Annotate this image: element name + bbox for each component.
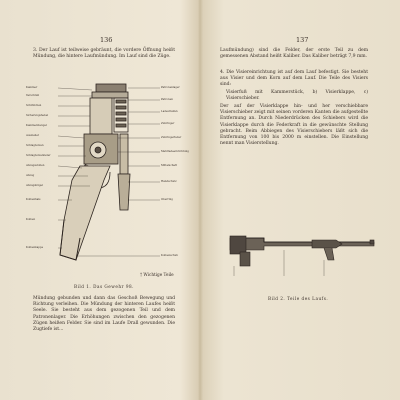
label-mehrladeeinrichtung: Mehrladeeinrichtung — [161, 150, 189, 153]
label-schlagbolzenfeder: Schlagbolzenfeder — [26, 154, 51, 157]
right-page — [200, 0, 400, 400]
label-patronenlager: Patronenlager — [161, 86, 180, 89]
right-body-text: Der auf der Visierklappe hin- und her verschiebbare Visierschieber zeigt mit seinen vorderen Kanten die aufgestellte Entfernung an. Durch Niederdrücken des Schiebers wird die Visierklappe durch die Federkraft in die gewünschte Stellung gebracht. Beim Abbiegen des Visierschiebers läßt sich die Entfernung von 100 bis 2000 m einstellen. Die Einstellung nennt man Visierstellung. — [220, 104, 368, 147]
right-section-heading: 4. Die Visiereinrichtung ist auf dem Lauf befestigt. Sie besteht aus Visier und dem Korn auf dem Lauf. Die Teile des Visiers sind: — [220, 70, 368, 88]
label-oberring: Oberring — [161, 198, 173, 201]
label-kolbenhals: Kolbenhals — [26, 198, 41, 201]
barrel-diagram — [224, 226, 384, 286]
label-zubringerfeder: Zubringerfeder — [161, 136, 182, 139]
label-verschluss: Verschluß — [26, 94, 40, 97]
label-auszieher: Auszieher — [26, 134, 40, 137]
label-schloesschen: Schlößchen — [26, 104, 42, 107]
figure-caption-left: Bild 1. Das Gewehr 98. — [74, 284, 135, 289]
label-abzugsstollen: Abzugsstollen — [26, 164, 45, 167]
label-patronen: Patronen — [161, 98, 173, 101]
label-abzug: Abzug — [26, 174, 35, 177]
label-kolbenschuh: Kolbenschuh — [161, 254, 178, 257]
page-number-left: 136 — [100, 36, 113, 44]
left-intro-text: 3. Der Lauf ist teilweise gebräunt, die vordere Öffnung heißt Mündung, die hintere Laufmündung. Im Lauf sind die Züge. — [33, 48, 175, 60]
label-kammerstengel: Kammerstengel — [26, 124, 47, 127]
right-visier-parts: Visierfuß mit Kammerstück, b) Visierklappe, c) Visierschieber. — [226, 90, 368, 102]
label-kolben: Kolben — [26, 218, 36, 221]
figure-note-left: † Wichtige Teile — [140, 272, 174, 277]
page-number-right: 137 — [296, 36, 309, 44]
label-ladestreifen: Ladestreifen — [161, 110, 178, 113]
left-bottom-text: Mündung gebunden und dann das Geschoß Bewegung und Richtung verleihen. Die Mündung der hinteren Laufes heißt Seele. Sie besteht aus dem gezogenen Teil und dem Patronenlager. Die Erhöhungen zwischen den gezogenen Zügen heißen Felder. Sie sind im Laufe Drall gewunden. Die Zugtiefe ist... — [33, 296, 175, 333]
right-top-text: Laufmündung) sind die Felder, der erste Teil zu dem gemessenen Abstand heißt Kaliber. Das Kaliber beträgt 7,9 mm. — [220, 48, 368, 60]
label-kolbenkappe: Kolbenkappe — [26, 246, 44, 249]
label-zubringer: Zubringer — [161, 122, 175, 125]
label-sicherungshebel: Sicherungshebel — [26, 114, 49, 117]
label-kammer: Kammer — [26, 86, 38, 89]
figure-caption-right: Bild 2. Teile des Laufs. — [268, 296, 329, 301]
label-abzugsbuegel: Abzugsbügel — [26, 184, 43, 187]
label-handschutz: Handschutz — [161, 180, 177, 183]
label-schlagbolzen: Schlagbolzen — [26, 144, 44, 147]
label-mittelschaft: Mittelschaft — [161, 164, 177, 167]
rifle-diagram — [20, 70, 200, 270]
